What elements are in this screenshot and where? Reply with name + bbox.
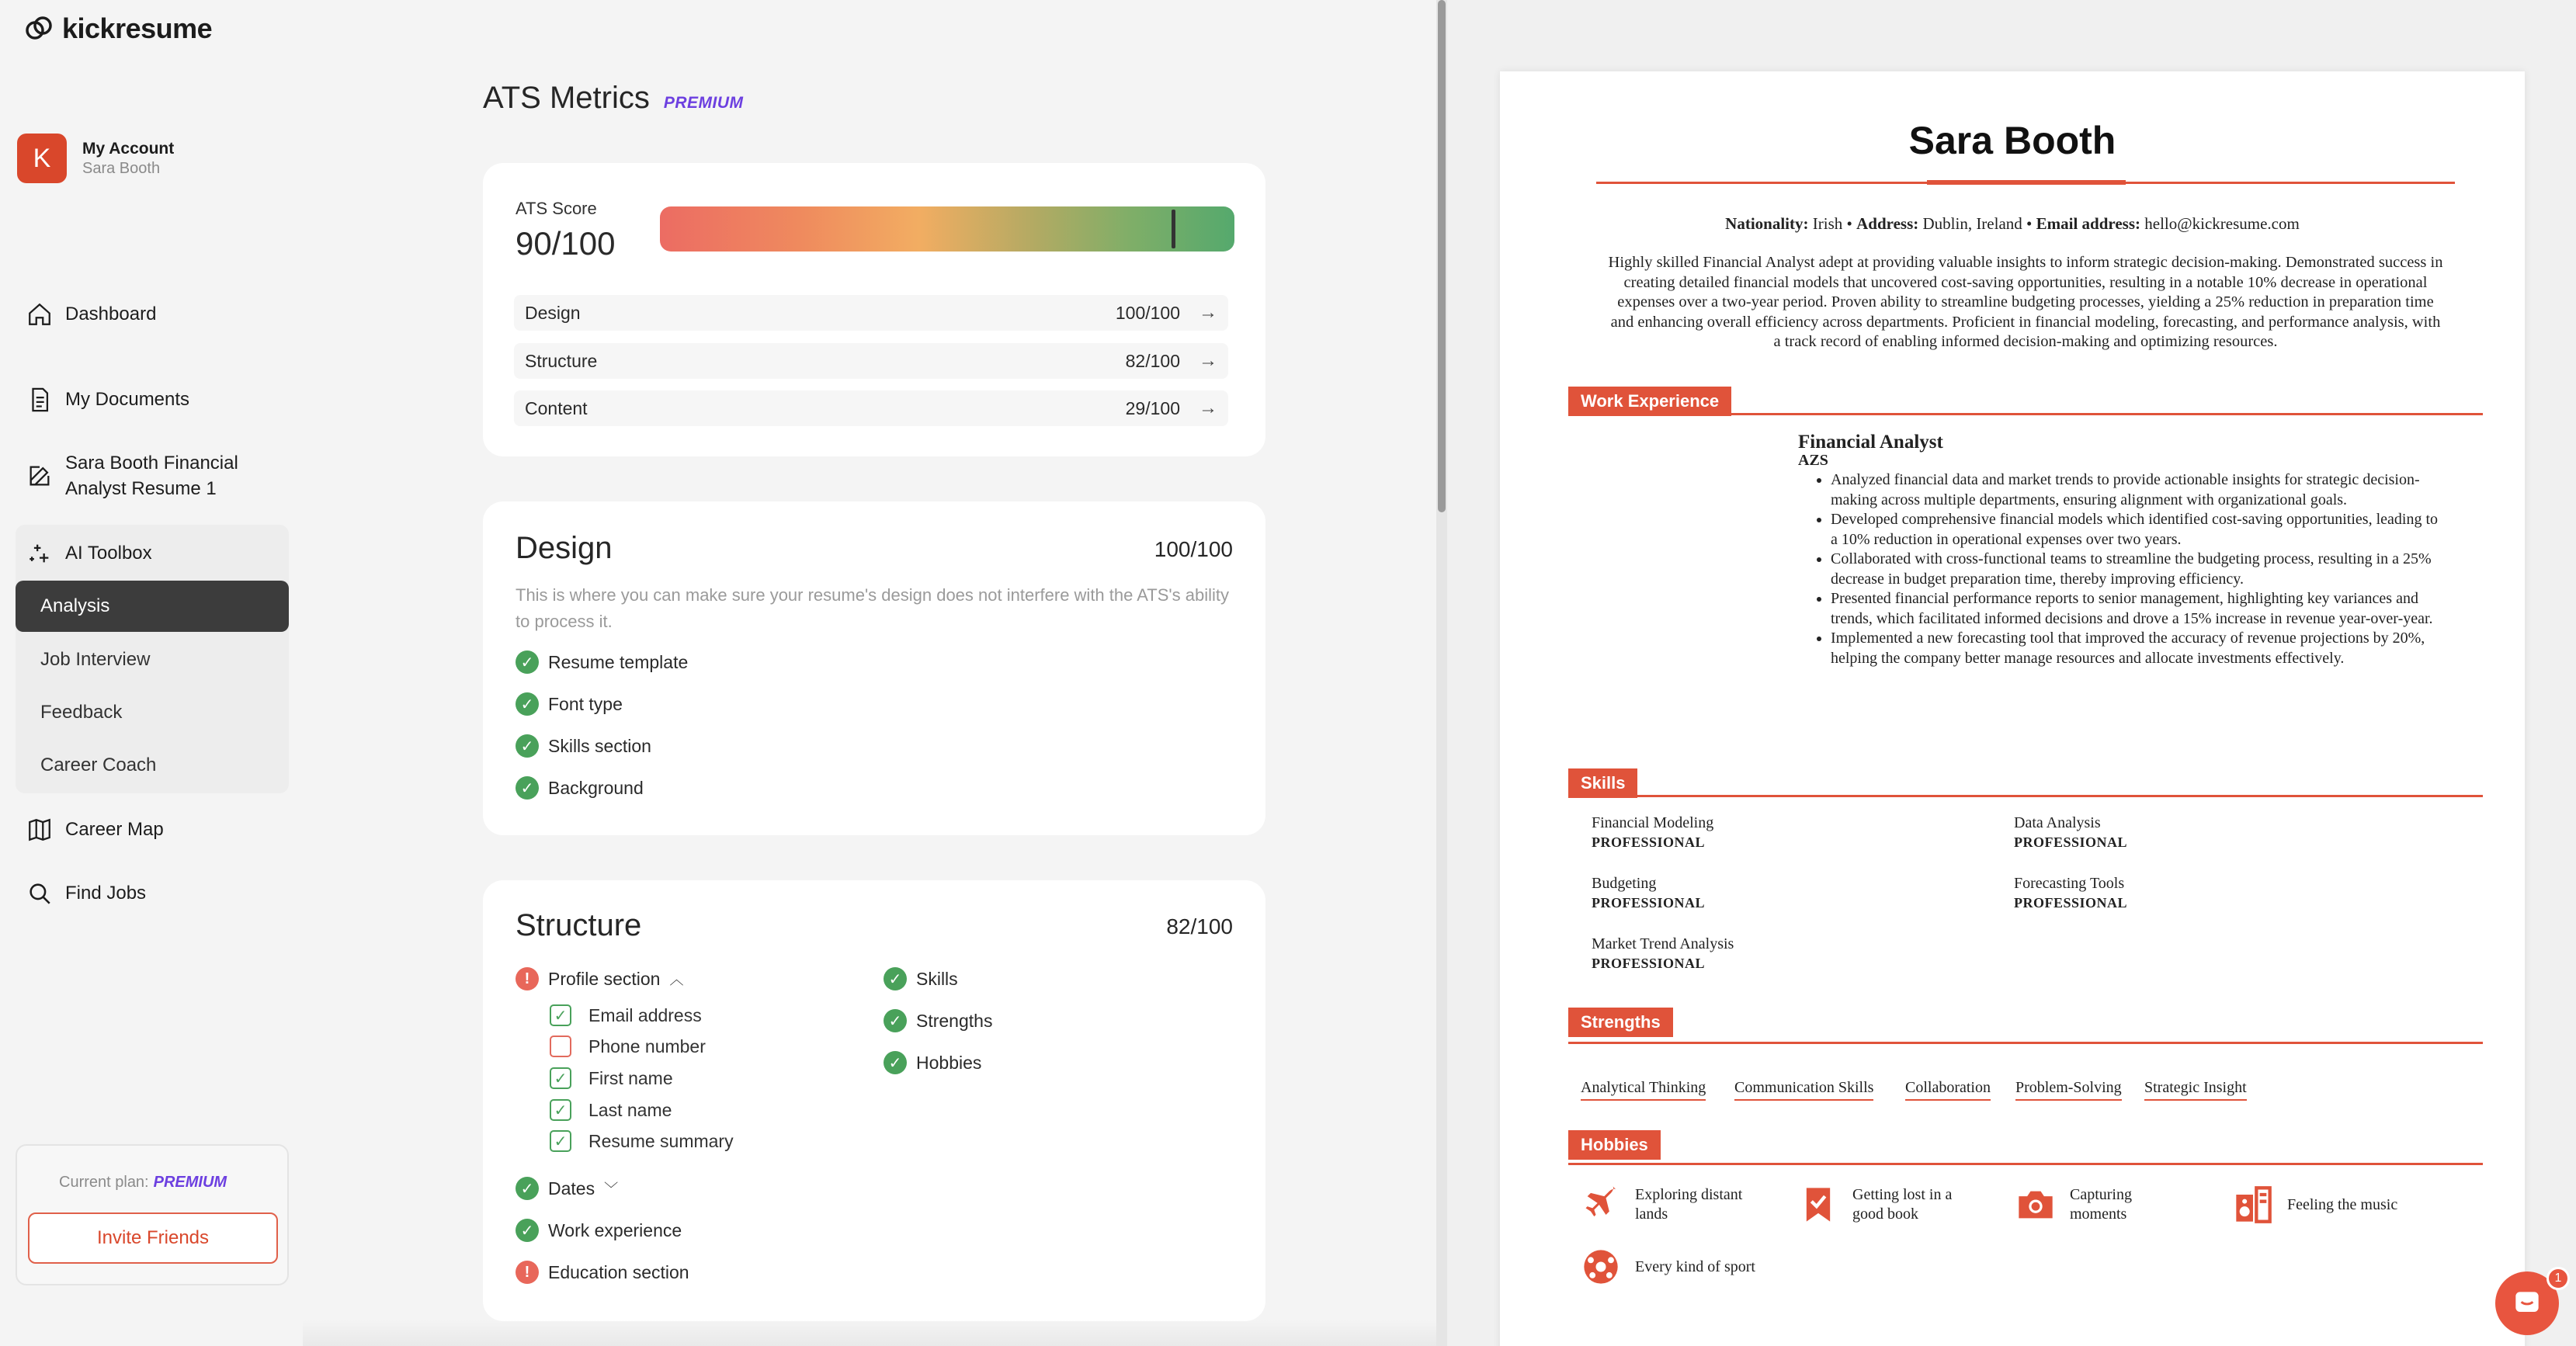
check-label: Skills (916, 968, 958, 989)
hobby-text: lands (1635, 1206, 1668, 1223)
check-circle-icon: ✓ (516, 776, 539, 800)
skill-item (1592, 935, 1734, 973)
chat-notification-badge: 1 (2546, 1267, 2570, 1290)
check-circle-icon: ✓ (516, 1177, 539, 1200)
logo[interactable] (23, 12, 212, 45)
profile-item-label: Email address (588, 1004, 702, 1025)
nav-feedback[interactable]: Feedback (40, 702, 123, 723)
checkbox-checked-icon: ✓ (550, 1067, 571, 1089)
profile-item-label: First name (588, 1067, 673, 1088)
nav-dashboard[interactable] (26, 301, 156, 328)
nav-current-resume[interactable] (26, 450, 238, 501)
avatar: K (17, 134, 67, 183)
section-line (1568, 1042, 2483, 1044)
skills-heading: Skills (1568, 768, 1637, 798)
metric-name: Design (525, 302, 581, 323)
check-work-experience (516, 1219, 682, 1242)
profile-item-first-name (550, 1067, 673, 1089)
plan-box (16, 1144, 289, 1285)
arrow-right-icon: → (1199, 350, 1217, 371)
check-hobbies (884, 1051, 981, 1074)
check-strengths (884, 1009, 992, 1032)
nav-find-jobs[interactable] (26, 880, 146, 907)
nav-resume-line2: Analyst Resume 1 (65, 478, 217, 499)
hobby-text: moments (2070, 1206, 2127, 1223)
chat-icon (2510, 1286, 2544, 1320)
hobby-text: Feeling the music (2287, 1195, 2398, 1213)
profile-item-resume-summary (550, 1130, 734, 1152)
check-label: Education section (548, 1261, 689, 1282)
nav-resume-line1: Sara Booth Financial (65, 453, 238, 474)
section-line (1568, 413, 2483, 415)
design-card (483, 501, 1265, 835)
checkbox-empty-icon (550, 1036, 571, 1057)
nav-career-map-label: Career Map (65, 819, 164, 840)
ats-score-label: ATS Score (516, 199, 597, 218)
nav-find-jobs-label: Find Jobs (65, 883, 147, 904)
hobby-text: Exploring distant (1635, 1186, 1743, 1203)
hobby-text: good book (1852, 1206, 1918, 1223)
check-label: Dates (548, 1178, 595, 1199)
check-education-section (516, 1261, 689, 1284)
check-label: Work experience (548, 1219, 682, 1240)
premium-badge: PREMIUM (663, 94, 744, 112)
design-description: This is where you can make sure your resume's design does not interfere with the ATS's ability to process it. (516, 585, 1229, 631)
email-label: Email address: (2036, 214, 2141, 233)
hobby-text: Every kind of sport (1635, 1258, 1755, 1275)
skill-name: Financial Modeling (1592, 814, 1714, 831)
arrow-right-icon: → (1199, 302, 1217, 323)
check-circle-icon: ✓ (516, 692, 539, 716)
chevron-up-icon: ︿ (669, 972, 684, 987)
metric-value: 100/100 (1115, 302, 1180, 323)
address-label: Address: (1856, 214, 1919, 233)
check-circle-icon: ✓ (516, 1219, 539, 1242)
plan-tier: PREMIUM (153, 1174, 227, 1191)
home-icon (26, 301, 53, 328)
metric-name: Structure (525, 350, 598, 371)
document-icon (26, 387, 53, 413)
check-circle-icon: ✓ (884, 1051, 907, 1074)
job-bullet: • Collaborated with cross-functional teams to streamline the budgeting process, resulting in a 25% decrease in budget preparation time, thereby improving efficiency. (1831, 550, 2442, 589)
job-bullet: • Developed comprehensive financial models which identified cost-saving opportunities, leading to a 10% reduction in operational expenses over two years. (1831, 510, 2442, 550)
profile-item-label: Last name (588, 1099, 672, 1120)
nav-dashboard-label: Dashboard (65, 304, 157, 324)
strengths-heading: Strengths (1568, 1008, 1673, 1037)
nav-ai-toolbox-label: AI Toolbox (65, 543, 152, 564)
nav-my-documents-label: My Documents (65, 389, 190, 410)
nav-ai-toolbox[interactable] (26, 540, 152, 567)
metric-name: Content (525, 397, 588, 418)
nationality-label: Nationality: (1725, 214, 1809, 233)
invite-friends-button[interactable]: Invite Friends (28, 1212, 278, 1264)
ats-score-card (483, 163, 1265, 456)
check-resume-template (516, 650, 688, 674)
metric-row-content[interactable] (514, 390, 1228, 426)
bookmark-icon (1798, 1185, 1838, 1225)
check-label: Strengths (916, 1010, 993, 1031)
profile-item-label: Phone number (588, 1036, 706, 1056)
skill-level: PROFESSIONAL (1592, 834, 1706, 850)
profile-section-toggle[interactable] (516, 967, 683, 990)
scrollbar-thumb[interactable] (1438, 0, 1446, 512)
kickresume-logo-icon (23, 13, 54, 44)
check-font-type (516, 692, 623, 716)
ball-icon (1581, 1247, 1621, 1287)
scroll-fade (303, 1320, 1436, 1346)
search-icon (26, 880, 53, 907)
skill-level: PROFESSIONAL (1592, 895, 1706, 911)
nationality-value: Irish (1812, 214, 1843, 233)
sparkle-icon (26, 540, 53, 567)
metric-row-structure[interactable] (514, 343, 1228, 379)
check-circle-icon: ✓ (884, 967, 907, 990)
checkbox-checked-icon: ✓ (550, 1099, 571, 1121)
hobby-text: Capturing (2070, 1186, 2132, 1203)
check-label: Font type (548, 693, 623, 714)
section-line (1568, 1163, 2483, 1165)
account-name: Sara Booth (82, 159, 161, 177)
panel-scrollbar[interactable] (1436, 0, 1447, 1346)
skill-name: Budgeting (1592, 875, 1657, 892)
hobby-item (1581, 1185, 1742, 1225)
check-circle-icon: ✓ (884, 1009, 907, 1032)
dates-toggle[interactable] (516, 1177, 618, 1200)
design-score: 100/100 (1154, 537, 1233, 561)
checkbox-checked-icon: ✓ (550, 1004, 571, 1026)
nav-analysis[interactable]: Analysis (16, 581, 289, 632)
main-panel (303, 0, 1436, 1346)
name-underline (1596, 182, 2455, 184)
check-circle-icon: ✓ (516, 650, 539, 674)
music-icon (2233, 1185, 2273, 1225)
skill-item (2014, 874, 2127, 913)
warning-icon: ! (516, 1261, 539, 1284)
ats-score-bar (660, 206, 1234, 252)
skill-name: Market Trend Analysis (1592, 935, 1734, 952)
skill-level: PROFESSIONAL (2014, 834, 2128, 850)
profile-item-label: Resume summary (588, 1130, 734, 1151)
profile-item-last-name (550, 1099, 672, 1121)
company: AZS (1798, 452, 1828, 469)
structure-title: Structure (516, 908, 642, 942)
check-label: Skills section (548, 735, 651, 756)
email-value: hello@kickresume.com (2144, 214, 2300, 233)
airplane-icon (1581, 1185, 1621, 1225)
warning-icon: ! (516, 967, 539, 990)
skill-item (1592, 813, 1713, 852)
strength-item: Problem-Solving (2015, 1079, 2122, 1101)
nav-career-map[interactable] (26, 817, 164, 843)
hobby-text: Getting lost in a (1852, 1186, 1953, 1203)
check-skills (884, 967, 958, 990)
logo-text: kickresume (62, 12, 213, 44)
skill-item (1592, 874, 1705, 913)
resume-contact: Nationality: Irish • Address: Dublin, Ireland • Email address: hello@kickresume.com (1725, 214, 2300, 233)
structure-score: 82/100 (1166, 914, 1233, 938)
address-value: Dublin, Ireland (1922, 214, 2022, 233)
skill-level: PROFESSIONAL (2014, 895, 2128, 911)
job-bullet: • Analyzed financial data and market trends to provide actionable insights for strategic decision-making across multiple departments, ensuring alignment with organizational goals. (1831, 470, 2442, 510)
skill-item (2014, 813, 2127, 852)
check-label: Resume template (548, 651, 689, 672)
strength-item: Strategic Insight (2144, 1079, 2247, 1101)
job-bullet: • Implemented a new forecasting tool that improved the accuracy of revenue projections by 20%, helping the company better manage resources and allocate investments effectively. (1831, 629, 2442, 668)
structure-card (483, 880, 1265, 1321)
camera-icon (2015, 1185, 2056, 1225)
resume-summary: Highly skilled Financial Analyst adept at providing valuable insights to inform strategic decision-making. Demonstrated success in creating detailed financial models that uncovered cost-saving opportunities, resulting in a notable 10% decrease in operational expenses over a two-year period. Proven ability to streamline budgeting processes, yielding a 25% reduction in preparation time and enhancing overall efficiency across departments. Proficient in financial modeling, forecasting, and performance analysis, with a track record of enabling informed decision-making and optimizing resources. (1608, 254, 2443, 350)
job-bullets (1814, 470, 2442, 668)
metric-row-design[interactable] (514, 295, 1228, 331)
nav-job-interview[interactable]: Job Interview (40, 649, 151, 670)
skill-name: Forecasting Tools (2014, 875, 2125, 892)
check-label: Hobbies (916, 1052, 982, 1073)
nav-career-coach[interactable]: Career Coach (40, 755, 157, 775)
profile-item-phone (550, 1036, 706, 1057)
work-experience-heading: Work Experience (1568, 387, 1731, 416)
nav-my-documents[interactable] (26, 387, 189, 413)
hobbies-heading: Hobbies (1568, 1130, 1661, 1160)
chevron-down-icon: ﹀ (604, 1181, 619, 1197)
current-plan (59, 1174, 227, 1192)
account-menu[interactable] (17, 134, 174, 183)
checkbox-checked-icon: ✓ (550, 1130, 571, 1152)
page-title (483, 81, 744, 116)
check-label: Profile section (548, 968, 661, 989)
edit-icon (26, 463, 53, 489)
profile-item-email (550, 1004, 702, 1026)
ats-score-value: 90/100 (516, 225, 616, 262)
page-title-text: ATS Metrics (483, 81, 650, 115)
account-title: My Account (82, 139, 175, 158)
check-circle-icon: ✓ (516, 734, 539, 758)
arrow-right-icon: → (1199, 397, 1217, 418)
section-line (1568, 795, 2483, 797)
plan-label: Current plan: (59, 1174, 149, 1191)
resume-name: Sara Booth (1908, 119, 2116, 162)
check-label: Background (548, 777, 644, 798)
metric-value: 29/100 (1125, 397, 1180, 418)
skill-level: PROFESSIONAL (1592, 956, 1706, 971)
hobby-item (2233, 1185, 2397, 1225)
design-title: Design (516, 531, 613, 565)
job-title: Financial Analyst (1798, 432, 1943, 453)
hobby-item (2015, 1185, 2132, 1225)
skill-name: Data Analysis (2014, 814, 2101, 831)
check-background (516, 776, 644, 800)
metric-value: 82/100 (1125, 350, 1180, 371)
strength-item: Collaboration (1905, 1079, 1991, 1101)
map-icon (26, 817, 53, 843)
ats-score-marker (1172, 210, 1175, 248)
strength-item: Communication Skills (1734, 1079, 1873, 1101)
hobby-item (1581, 1247, 1755, 1287)
sidebar (0, 0, 303, 1346)
resume-paper (1500, 71, 2525, 1346)
strength-item: Analytical Thinking (1581, 1079, 1706, 1101)
job-bullet: • Presented financial performance reports to senior management, highlighting key variances and trends, which facilitated informed decisions and drove a 15% increase in revenue year-over-year. (1831, 589, 2442, 629)
hobby-item (1798, 1185, 1952, 1225)
check-skills-section (516, 734, 651, 758)
